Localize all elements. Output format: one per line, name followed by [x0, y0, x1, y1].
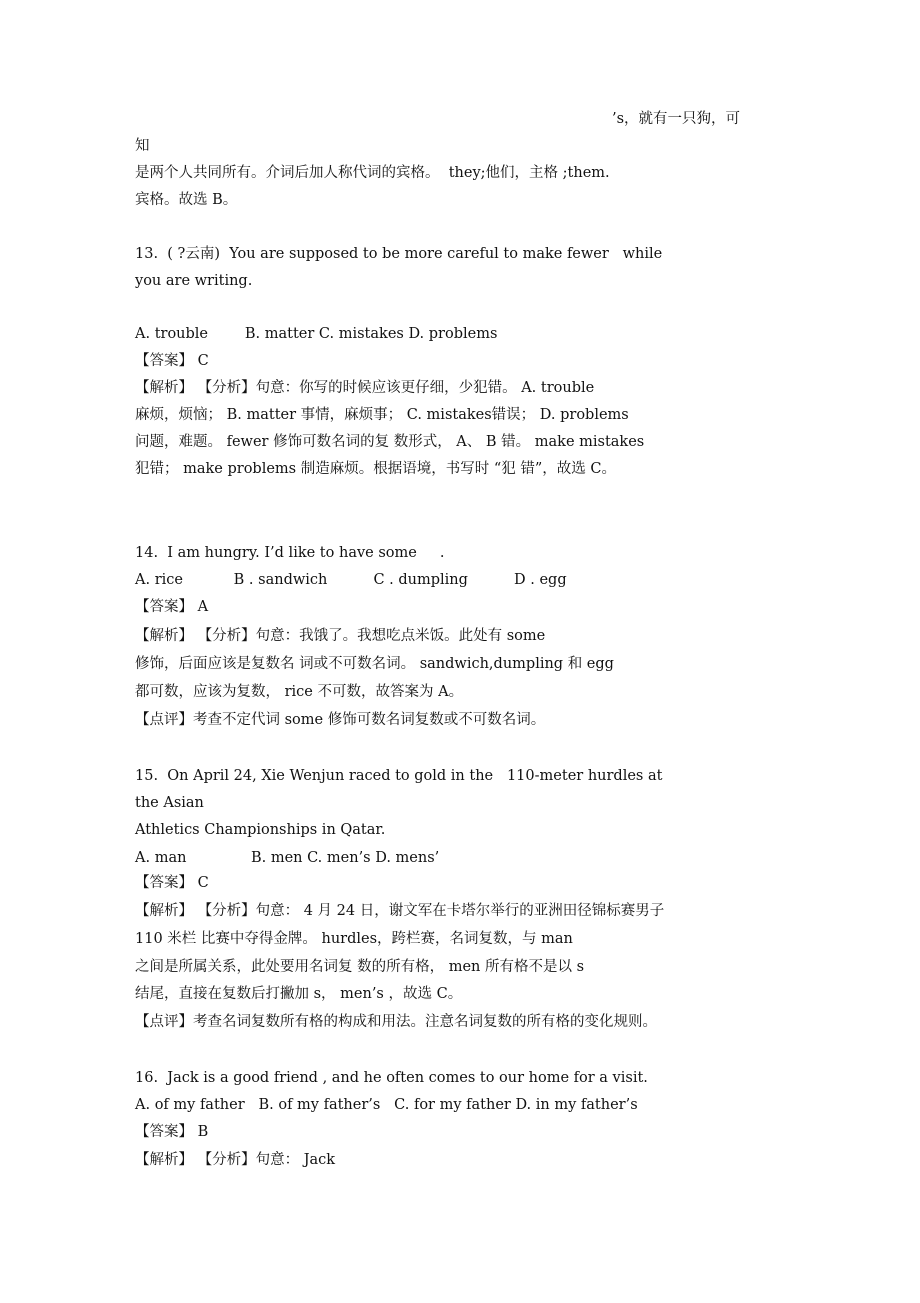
answer-line: 【答案】 C: [135, 875, 209, 891]
options-line: A. trouble B. matter C. mistakes D. problems: [135, 326, 498, 342]
text-line: 犯错； make problems 制造麻烦。根据语境，书写时 “犯 错”，故选 C。: [135, 461, 616, 477]
text-line: 结尾，直接在复数后打撇加 s， men’s ，故选 C。: [135, 986, 463, 1002]
analysis-line: 【解析】 【分析】句意：你写的时候应该更仔细，少犯错。 A. trouble: [135, 380, 595, 396]
analysis-line: 【解析】 【分析】句意： 4 月 24 日，谢文军在卡塔尔举行的亚洲田径锦标赛男子: [135, 903, 665, 919]
analysis-line: 【解析】 【分析】句意： Jack: [135, 1152, 336, 1168]
text-line: 知: [135, 138, 150, 154]
options-line: A. man B. men C. men’s D. mens’: [135, 850, 440, 866]
question-16: 16. Jack is a good friend , and he often comes to our home for a visit.: [135, 1070, 648, 1086]
text-line: you are writing.: [135, 273, 253, 289]
text-line: 修饰，后面应该是复数名 词或不可数名词。 sandwich,dumpling 和 egg: [135, 656, 614, 672]
text-line: 麻烦，烦恼； B. matter 事情，麻烦事； C. mistakes错误； D. problems: [135, 407, 629, 423]
text-line: 之间是所属关系，此处要用名词复 数的所有格， men 所有格不是以 s: [135, 959, 585, 975]
text-line: Athletics Championships in Qatar.: [135, 822, 386, 838]
text-line: 都可数，应该为复数， rice 不可数，故答案为 A。: [135, 684, 464, 700]
text-line: 问题，难题。 fewer 修饰可数名词的复 数形式， A、 B 错。 make mistakes: [135, 434, 645, 450]
text-line: 是两个人共同所有。介词后加人称代词的宾格。 they;他们，主格 ;them.: [135, 165, 610, 181]
options-line: A. rice B . sandwich C . dumpling D . egg: [135, 572, 567, 588]
options-line: A. of my father B. of my father’s C. for my father D. in my father’s: [135, 1097, 638, 1113]
text-line: 宾格。故选 B。: [135, 192, 238, 208]
question-13: 13. ( ?云南) You are supposed to be more careful to make fewer while: [135, 246, 663, 262]
comment-line: 【点评】考查不定代词 some 修饰可数名词复数或不可数名词。: [135, 712, 546, 728]
question-15: 15. On April 24, Xie Wenjun raced to gold in the 110-meter hurdles at: [135, 768, 663, 784]
analysis-line: 【解析】 【分析】句意：我饿了。我想吃点米饭。此处有 some: [135, 628, 546, 644]
comment-line: 【点评】考查名词复数所有格的构成和用法。注意名词复数的所有格的变化规则。: [135, 1014, 657, 1030]
answer-line: 【答案】 A: [135, 599, 209, 615]
text-line: the Asian: [135, 795, 204, 811]
answer-line: 【答案】 C: [135, 353, 209, 369]
question-14: 14. I am hungry. I’d like to have some .: [135, 545, 445, 561]
text-line: 110 米栏 比赛中夺得金牌。 hurdles，跨栏赛，名词复数，与 man: [135, 931, 573, 947]
answer-line: 【答案】 B: [135, 1124, 209, 1140]
text-line: ’s，就有一只狗，可: [612, 111, 741, 127]
